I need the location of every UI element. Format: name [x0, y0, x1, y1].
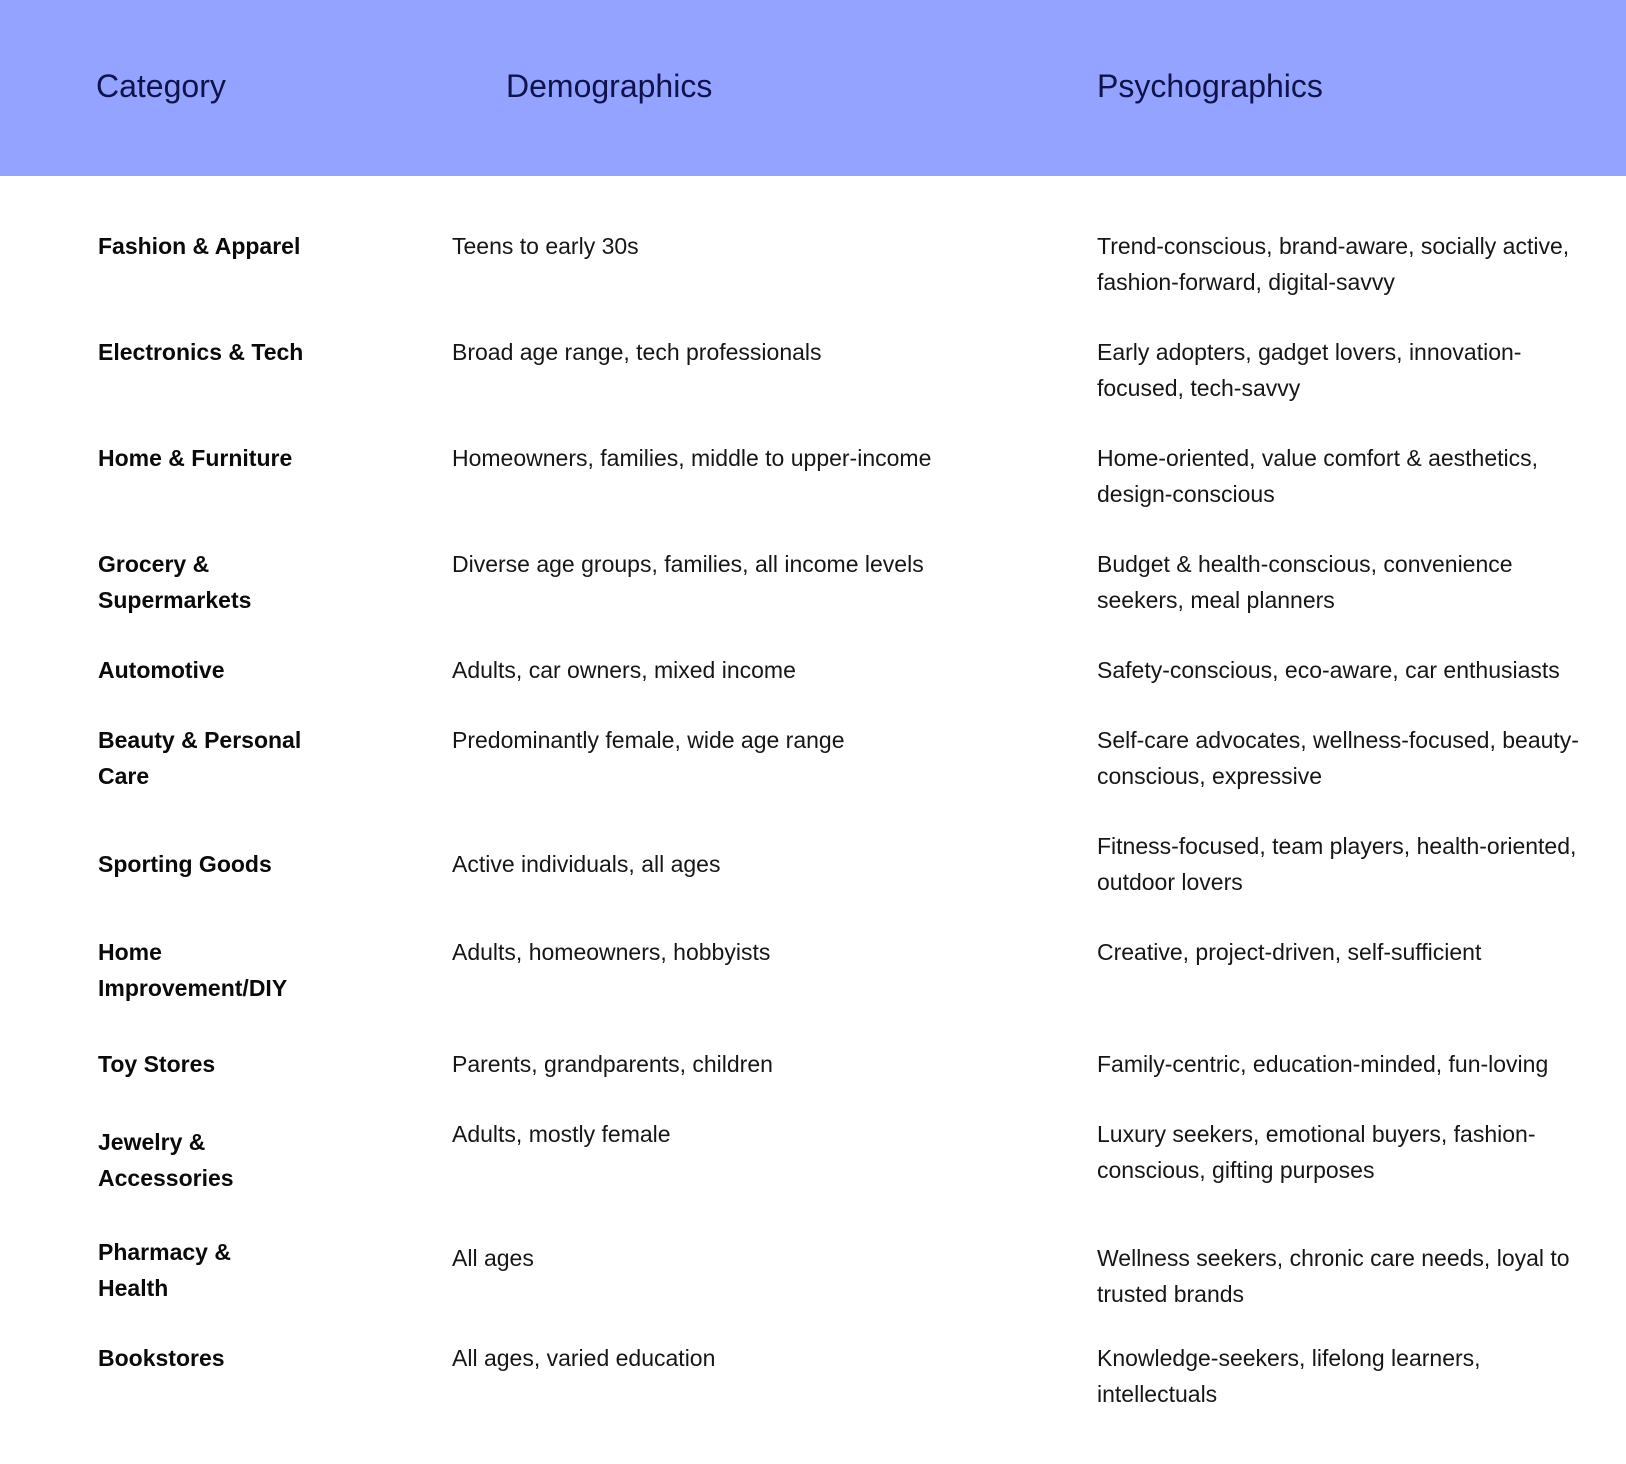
row-demographics: Adults, homeowners, hobbyists — [452, 939, 771, 965]
row-psychographics: Luxury seekers, emotional buyers, fashion-conscious, gifting purposes — [1097, 1121, 1536, 1183]
row-psychographics: Creative, project-driven, self-sufficient — [1097, 939, 1482, 965]
row-category: Jewelry & Accessories — [98, 1129, 234, 1191]
row-category: Fashion & Apparel — [98, 233, 301, 259]
row-psychographics: Wellness seekers, chronic care needs, loyal to trusted brands — [1097, 1245, 1570, 1307]
row-demographics: All ages — [452, 1245, 534, 1271]
row-demographics: Teens to early 30s — [452, 233, 639, 259]
row-psychographics: Trend-conscious, brand-aware, socially active, fashion-forward, digital-savvy — [1097, 233, 1570, 295]
row-demographics: Parents, grandparents, children — [452, 1051, 773, 1077]
row-psychographics: Fitness-focused, team players, health-oriented, outdoor lovers — [1097, 833, 1577, 895]
row-demographics: Active individuals, all ages — [452, 851, 721, 877]
row-demographics: Diverse age groups, families, all income levels — [452, 551, 924, 577]
row-psychographics: Self-care advocates, wellness-focused, beauty-conscious, expressive — [1097, 727, 1579, 789]
row-category: Beauty & Personal Care — [98, 727, 302, 789]
row-psychographics: Home-oriented, value comfort & aesthetics, design-conscious — [1097, 445, 1539, 507]
row-category: Bookstores — [98, 1345, 225, 1371]
header-demographics: Demographics — [506, 68, 713, 104]
row-category: Pharmacy & Health — [98, 1239, 231, 1301]
row-category: Toy Stores — [98, 1051, 216, 1077]
row-category: Home Improvement/DIY — [98, 939, 288, 1001]
row-psychographics: Family-centric, education-minded, fun-loving — [1097, 1051, 1549, 1077]
row-category: Home & Furniture — [98, 445, 293, 471]
row-psychographics: Knowledge-seekers, lifelong learners, intellectuals — [1097, 1345, 1481, 1407]
row-psychographics: Safety-conscious, eco-aware, car enthusiasts — [1097, 657, 1560, 683]
row-category: Electronics & Tech — [98, 339, 304, 365]
row-demographics: Broad age range, tech professionals — [452, 339, 822, 365]
row-psychographics: Budget & health-conscious, convenience seekers, meal planners — [1097, 551, 1513, 613]
table-header — [0, 0, 1626, 176]
header-psychographics: Psychographics — [1097, 68, 1323, 104]
row-demographics: Predominantly female, wide age range — [452, 727, 845, 753]
row-category: Automotive — [98, 657, 225, 683]
row-demographics: Homeowners, families, middle to upper-income — [452, 445, 932, 471]
row-demographics: Adults, car owners, mixed income — [452, 657, 796, 683]
row-demographics: All ages, varied education — [452, 1345, 716, 1371]
row-category: Grocery & Supermarkets — [98, 551, 252, 613]
row-demographics: Adults, mostly female — [452, 1121, 671, 1147]
row-category: Sporting Goods — [98, 851, 272, 877]
row-psychographics: Early adopters, gadget lovers, innovation-focused, tech-savvy — [1097, 339, 1522, 401]
header-category: Category — [96, 68, 226, 104]
